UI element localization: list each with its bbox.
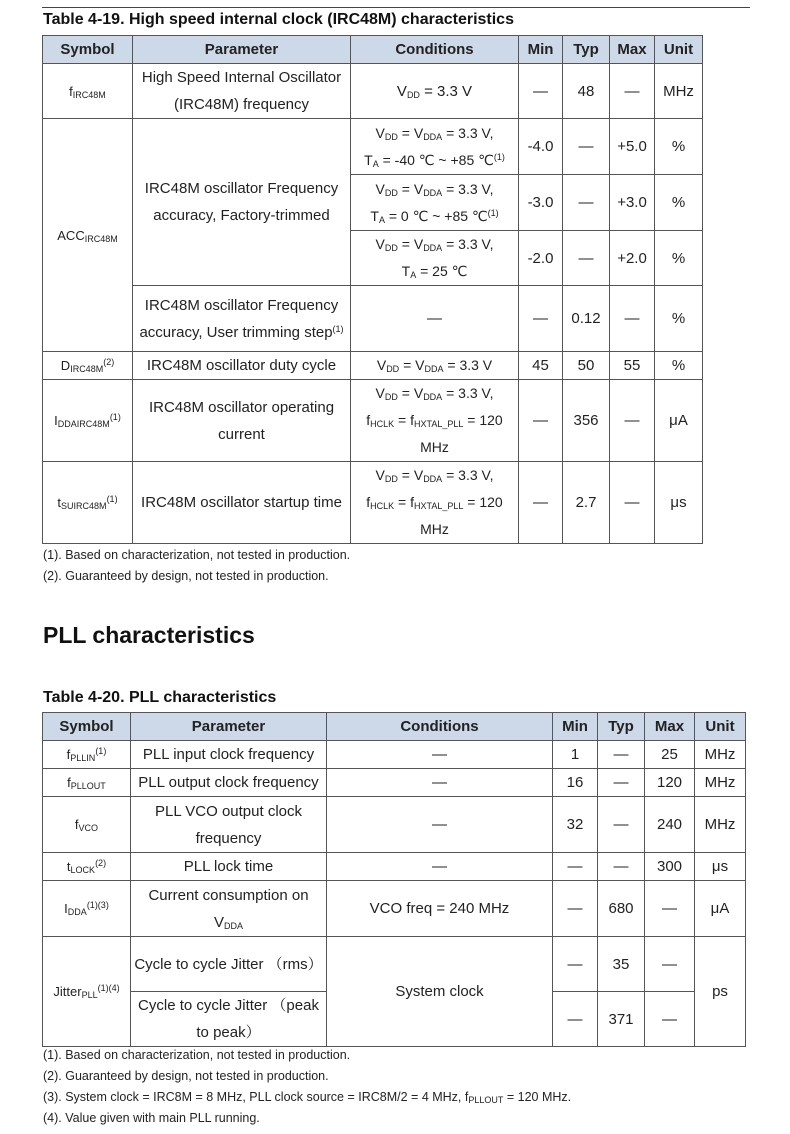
min-cell: — bbox=[519, 64, 563, 119]
parameter-cell: PLL VCO output clock frequency bbox=[131, 797, 327, 853]
parameter-cell: IRC48M oscillator operating current bbox=[133, 380, 351, 462]
typ-cell: 48 bbox=[563, 64, 610, 119]
cond-subscript: DDA bbox=[424, 364, 444, 374]
max-cell: +3.0 bbox=[610, 175, 655, 231]
cond-text: V bbox=[375, 180, 385, 197]
unit-cell: μA bbox=[655, 380, 703, 462]
footnote-subscript: PLLOUT bbox=[468, 1095, 504, 1105]
footnote: (1). Based on characterization, not tested in production. bbox=[43, 1048, 351, 1062]
typ-cell: 35 bbox=[598, 937, 645, 992]
typ-cell: 50 bbox=[563, 352, 610, 380]
conditions-cell bbox=[351, 231, 519, 286]
cond-text: = V bbox=[397, 385, 424, 401]
cond-text: = 3.3 V, bbox=[442, 180, 494, 197]
typ-cell: 680 bbox=[598, 881, 645, 937]
cond-text: V bbox=[375, 236, 385, 252]
cond-text: = f bbox=[394, 412, 415, 428]
cond-text: T bbox=[370, 207, 379, 224]
min-cell: — bbox=[553, 881, 598, 937]
max-cell: — bbox=[610, 286, 655, 352]
max-cell: 25 bbox=[645, 741, 695, 769]
min-cell: — bbox=[553, 992, 598, 1047]
table-row bbox=[43, 380, 703, 462]
footnote-text: = 120 MHz. bbox=[503, 1090, 572, 1104]
symbol-cell bbox=[43, 881, 131, 937]
header-symbol: Symbol bbox=[43, 36, 133, 64]
symbol-subscript: IRC48M bbox=[84, 233, 118, 244]
parameter-cell: PLL output clock frequency bbox=[131, 769, 327, 797]
conditions-cell: VCO freq = 240 MHz bbox=[327, 881, 553, 937]
cond-text: V bbox=[396, 82, 407, 100]
typ-cell: — bbox=[563, 175, 610, 231]
max-cell: — bbox=[645, 881, 695, 937]
max-cell: — bbox=[645, 937, 695, 992]
symbol-cell bbox=[43, 380, 133, 462]
unit-cell: MHz bbox=[655, 64, 703, 119]
typ-cell: — bbox=[598, 853, 645, 881]
cond-text: = V bbox=[397, 467, 424, 483]
header-unit: Unit bbox=[655, 36, 703, 64]
cond-text: = V bbox=[397, 124, 424, 141]
min-cell: 16 bbox=[553, 769, 598, 797]
cond-text: MHz bbox=[420, 439, 449, 455]
symbol-cell bbox=[43, 769, 131, 797]
conditions-cell: — bbox=[327, 853, 553, 881]
cond-text: V bbox=[375, 385, 385, 401]
footnote-ref: (2) bbox=[95, 858, 107, 868]
symbol-text: f bbox=[69, 83, 73, 99]
unit-cell: % bbox=[655, 231, 703, 286]
max-cell: 300 bbox=[645, 853, 695, 881]
footnote: (4). Value given with main PLL running. bbox=[43, 1111, 260, 1125]
min-cell: -2.0 bbox=[519, 231, 563, 286]
parameter-cell: IRC48M oscillator Frequency accuracy, Factory-trimmed bbox=[133, 119, 351, 286]
max-cell: — bbox=[610, 64, 655, 119]
symbol-subscript: PLLOUT bbox=[70, 781, 106, 791]
symbol-subscript: IRC48M bbox=[72, 89, 106, 100]
min-cell: — bbox=[553, 853, 598, 881]
header-typ: Typ bbox=[598, 713, 645, 741]
symbol-subscript: DDAIRC48M bbox=[57, 419, 110, 429]
max-cell: — bbox=[645, 992, 695, 1047]
unit-cell: % bbox=[655, 175, 703, 231]
table-row bbox=[43, 286, 703, 352]
table-row bbox=[43, 797, 746, 853]
conditions-cell bbox=[351, 175, 519, 231]
min-cell: 1 bbox=[553, 741, 598, 769]
typ-cell: — bbox=[598, 769, 645, 797]
cond-subscript: HCLK bbox=[370, 419, 395, 429]
symbol-subscript: IRC48M bbox=[70, 364, 104, 374]
typ-cell: — bbox=[563, 119, 610, 175]
min-cell: -4.0 bbox=[519, 119, 563, 175]
cond-subscript: DDA bbox=[423, 187, 443, 198]
table-row bbox=[43, 462, 703, 544]
symbol-text: t bbox=[66, 859, 71, 874]
param-text: Current consumption on V bbox=[148, 886, 309, 931]
footnote-ref: (1) bbox=[106, 494, 118, 504]
parameter-cell: IRC48M oscillator startup time bbox=[133, 462, 351, 544]
footnote-ref: (1)(4) bbox=[97, 983, 120, 993]
cond-text: = 25 ℃ bbox=[416, 263, 468, 279]
table-row bbox=[43, 64, 703, 119]
table-row bbox=[43, 853, 746, 881]
table-row bbox=[43, 741, 746, 769]
cond-text: f bbox=[366, 412, 371, 428]
cond-text: = V bbox=[397, 236, 424, 252]
cond-subscript: HCLK bbox=[370, 501, 395, 511]
table-4-19-footnotes bbox=[43, 545, 350, 587]
symbol-text: f bbox=[74, 817, 79, 832]
table-row bbox=[43, 769, 746, 797]
cond-text: = 3.3 V bbox=[419, 82, 473, 100]
cond-text: = f bbox=[394, 494, 415, 510]
cond-subscript: DDA bbox=[423, 243, 443, 253]
header-conditions: Conditions bbox=[351, 36, 519, 64]
conditions-cell: — bbox=[351, 286, 519, 352]
min-cell: -3.0 bbox=[519, 175, 563, 231]
irc48m-characteristics-table bbox=[42, 35, 703, 544]
typ-cell: 371 bbox=[598, 992, 645, 1047]
unit-cell: μs bbox=[655, 462, 703, 544]
symbol-text: Jitter bbox=[53, 984, 82, 999]
symbol-cell bbox=[43, 853, 131, 881]
conditions-cell bbox=[351, 119, 519, 175]
min-cell: 45 bbox=[519, 352, 563, 380]
cond-subscript: DD bbox=[406, 89, 420, 100]
cond-subscript: DD bbox=[384, 187, 398, 198]
footnote: (1). Based on characterization, not tested in production. bbox=[43, 548, 351, 562]
symbol-text: t bbox=[57, 495, 62, 510]
page-top-rule bbox=[42, 7, 750, 8]
cond-subscript: DDA bbox=[423, 131, 443, 142]
parameter-cell bbox=[133, 286, 351, 352]
footnote-ref: (1) bbox=[487, 207, 499, 218]
symbol-subscript: PLLIN bbox=[70, 753, 96, 763]
symbol-cell bbox=[43, 64, 133, 119]
symbol-subscript: DDA bbox=[67, 907, 87, 917]
footnote-ref: (1) bbox=[109, 412, 121, 422]
table-row bbox=[43, 937, 746, 992]
header-max: Max bbox=[645, 713, 695, 741]
parameter-cell: PLL input clock frequency bbox=[131, 741, 327, 769]
cond-subscript: DD bbox=[384, 131, 398, 142]
cond-subscript: DDA bbox=[423, 474, 443, 484]
table-row bbox=[43, 881, 746, 937]
cond-text: = 3.3 V, bbox=[442, 467, 494, 483]
cond-subscript: HXTAL_PLL bbox=[414, 501, 464, 511]
min-cell: 32 bbox=[553, 797, 598, 853]
cond-subscript: DD bbox=[384, 392, 398, 402]
footnote-ref: (1)(3) bbox=[86, 900, 109, 910]
cond-text: V bbox=[376, 357, 387, 373]
typ-cell: — bbox=[598, 741, 645, 769]
parameter-cell: High Speed Internal Oscillator (IRC48M) frequency bbox=[133, 64, 351, 119]
max-cell: — bbox=[610, 462, 655, 544]
cond-text: = 3.3 V bbox=[443, 357, 493, 373]
cond-text: = 0 ℃ ~ +85 ℃ bbox=[384, 207, 488, 224]
cond-text: = 3.3 V, bbox=[442, 124, 494, 141]
param-text: IRC48M oscillator Frequency accuracy, User trimming step bbox=[139, 296, 339, 341]
pll-characteristics-table bbox=[42, 712, 746, 1047]
min-cell: — bbox=[519, 380, 563, 462]
table-4-19-caption: Table 4-19. High speed internal clock (IRC48M) characteristics bbox=[43, 11, 514, 28]
footnote-ref: (2) bbox=[103, 357, 115, 367]
cond-text: T bbox=[401, 263, 411, 279]
cond-text: = V bbox=[399, 357, 425, 373]
footnote-text: (3). System clock = IRC8M = 8 MHz, PLL clock source = IRC8M/2 = 4 MHz, f bbox=[43, 1090, 469, 1104]
max-cell: — bbox=[610, 380, 655, 462]
symbol-subscript: VCO bbox=[78, 823, 99, 833]
header-row bbox=[43, 713, 746, 741]
symbol-text: ACC bbox=[57, 227, 85, 243]
typ-cell: — bbox=[563, 231, 610, 286]
unit-cell: ps bbox=[695, 937, 746, 1047]
parameter-cell: Cycle to cycle Jitter （rms） bbox=[131, 937, 327, 992]
footnote-ref: (1) bbox=[493, 151, 505, 162]
conditions-cell: — bbox=[327, 769, 553, 797]
min-cell: — bbox=[519, 286, 563, 352]
unit-cell: % bbox=[655, 119, 703, 175]
header-unit: Unit bbox=[695, 713, 746, 741]
unit-cell: % bbox=[655, 286, 703, 352]
cond-subscript: DD bbox=[384, 474, 398, 484]
typ-cell: — bbox=[598, 797, 645, 853]
conditions-cell bbox=[351, 462, 519, 544]
footnote: (2). Guaranteed by design, not tested in production. bbox=[43, 1069, 329, 1083]
header-max: Max bbox=[610, 36, 655, 64]
header-min: Min bbox=[553, 713, 598, 741]
symbol-subscript: SUIRC48M bbox=[61, 501, 107, 511]
header-typ: Typ bbox=[563, 36, 610, 64]
unit-cell: MHz bbox=[695, 797, 746, 853]
max-cell: 120 bbox=[645, 769, 695, 797]
cond-subscript: A bbox=[372, 158, 379, 169]
parameter-cell: Cycle to cycle Jitter （peak to peak） bbox=[131, 992, 327, 1047]
max-cell: 240 bbox=[645, 797, 695, 853]
min-cell: — bbox=[553, 937, 598, 992]
table-row bbox=[43, 352, 703, 380]
cond-subscript: DD bbox=[386, 364, 400, 374]
cond-text: = V bbox=[397, 180, 424, 197]
symbol-text: f bbox=[66, 747, 71, 762]
symbol-text: f bbox=[67, 775, 71, 790]
cond-text: = 3.3 V, bbox=[442, 385, 494, 401]
cond-text: T bbox=[364, 151, 373, 168]
conditions-cell bbox=[351, 380, 519, 462]
footnote: (2). Guaranteed by design, not tested in production. bbox=[43, 569, 329, 583]
header-parameter: Parameter bbox=[133, 36, 351, 64]
table-row bbox=[43, 119, 703, 175]
symbol-text: I bbox=[64, 901, 68, 916]
footnote-ref: (1) bbox=[332, 323, 344, 334]
symbol-cell bbox=[43, 119, 133, 352]
typ-cell: 0.12 bbox=[563, 286, 610, 352]
unit-cell: μA bbox=[695, 881, 746, 937]
unit-cell: % bbox=[655, 352, 703, 380]
cond-text: = 120 bbox=[463, 494, 503, 510]
table-4-20-footnotes bbox=[43, 1045, 571, 1129]
footnote-ref: (1) bbox=[95, 746, 107, 756]
symbol-subscript: LOCK bbox=[70, 865, 96, 875]
cond-text: = -40 ℃ ~ +85 ℃ bbox=[378, 151, 494, 168]
cond-text: V bbox=[375, 467, 385, 483]
conditions-cell bbox=[351, 352, 519, 380]
symbol-cell bbox=[43, 741, 131, 769]
unit-cell: MHz bbox=[695, 769, 746, 797]
parameter-cell: PLL lock time bbox=[131, 853, 327, 881]
typ-cell: 356 bbox=[563, 380, 610, 462]
symbol-text: I bbox=[54, 413, 58, 428]
max-cell: +5.0 bbox=[610, 119, 655, 175]
symbol-text: D bbox=[60, 358, 71, 373]
header-parameter: Parameter bbox=[131, 713, 327, 741]
cond-subscript: A bbox=[410, 270, 417, 280]
cond-text: MHz bbox=[420, 521, 449, 537]
symbol-cell bbox=[43, 462, 133, 544]
header-conditions: Conditions bbox=[327, 713, 553, 741]
parameter-cell bbox=[131, 881, 327, 937]
cond-text: f bbox=[366, 494, 371, 510]
cond-text: = 120 bbox=[463, 412, 503, 428]
cond-subscript: A bbox=[378, 214, 385, 225]
conditions-cell: — bbox=[327, 741, 553, 769]
symbol-cell bbox=[43, 937, 131, 1047]
typ-cell: 2.7 bbox=[563, 462, 610, 544]
max-cell: +2.0 bbox=[610, 231, 655, 286]
footnote bbox=[43, 1087, 571, 1108]
conditions-cell: System clock bbox=[327, 937, 553, 1047]
conditions-cell: — bbox=[327, 797, 553, 853]
cond-subscript: HXTAL_PLL bbox=[414, 419, 464, 429]
conditions-cell bbox=[351, 64, 519, 119]
header-row bbox=[43, 36, 703, 64]
max-cell: 55 bbox=[610, 352, 655, 380]
header-min: Min bbox=[519, 36, 563, 64]
symbol-cell bbox=[43, 797, 131, 853]
cond-subscript: DDA bbox=[423, 392, 443, 402]
cond-text: = 3.3 V, bbox=[442, 236, 494, 252]
section-heading: PLL characteristics bbox=[43, 622, 255, 648]
symbol-cell bbox=[43, 352, 133, 380]
unit-cell: MHz bbox=[695, 741, 746, 769]
header-symbol: Symbol bbox=[43, 713, 131, 741]
parameter-cell: IRC48M oscillator duty cycle bbox=[133, 352, 351, 380]
min-cell: — bbox=[519, 462, 563, 544]
symbol-subscript: PLL bbox=[81, 990, 98, 1000]
cond-subscript: DD bbox=[384, 243, 398, 253]
cond-text: V bbox=[375, 124, 385, 141]
unit-cell: μs bbox=[695, 853, 746, 881]
table-4-20-caption: Table 4-20. PLL characteristics bbox=[43, 689, 277, 706]
param-subscript: DDA bbox=[224, 920, 244, 931]
